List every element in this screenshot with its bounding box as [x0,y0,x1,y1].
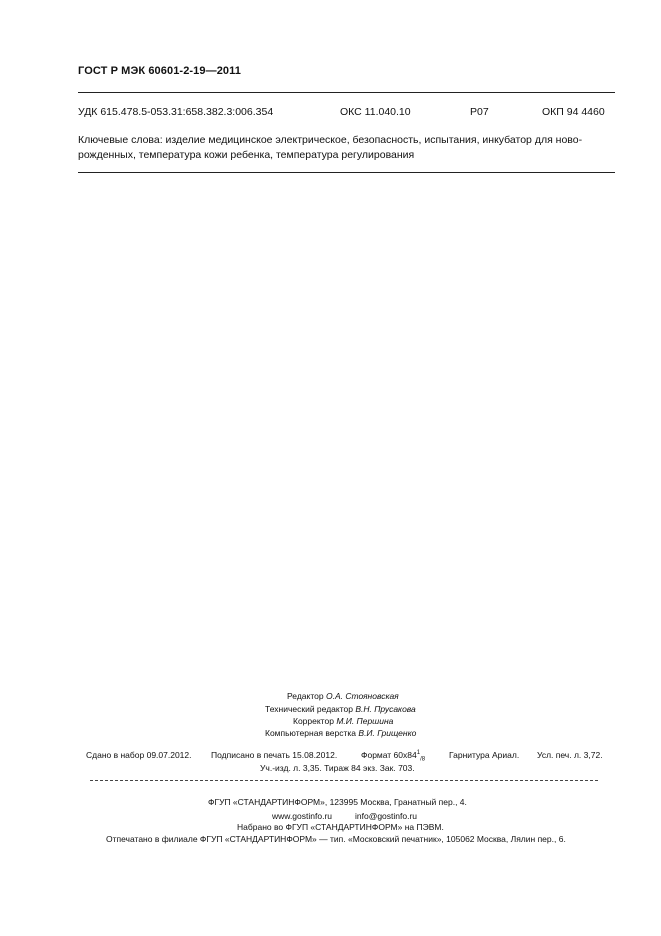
corrector-name: М.И. Першина [336,716,394,726]
printed-note: Отпечатано в филиале ФГУП «СТАНДАРТИНФОРМ» — тип. «Московский печатник», 105062 Москва, Лялин пер., 6. [106,834,566,844]
publisher-address: ФГУП «СТАНДАРТИНФОРМ», 123995 Москва, Гранатный пер., 4. [208,797,467,807]
oks-code: ОКС 11.040.10 [340,106,411,118]
publisher-email: info@gostinfo.ru [355,811,418,821]
credit-corrector [293,715,393,728]
keywords-line-2: рожденных, температура кожи ребенка, температура регулирования [78,149,415,161]
layout-name: В.И. Грищенко [358,728,417,738]
udk-code: УДК 615.478.5-053.31:658.382.3:006.354 [78,106,274,118]
editor-role: Редактор [287,691,324,701]
editor-name: О.А. Стояновская [325,691,399,701]
keywords-line-1: Ключевые слова: изделие медицинское электрическое, безопасность, испытания, инкубатор для ново- [78,134,583,146]
signed-date: Подписано в печать 15.08.2012. [211,750,338,760]
credit-layout [265,727,416,740]
print-sheets: Усл. печ. л. 3,72. [537,750,603,760]
typeset-note: Набрано во ФГУП «СТАНДАРТИНФОРМ» на ПЭВМ. [237,822,444,832]
typeface: Гарнитура Ариал. [449,750,520,760]
credit-editor [287,690,399,703]
publisher-website: www.gostinfo.ru [272,811,332,821]
tech-editor-name: В.Н. Прусакова [355,704,416,714]
keywords-bottom-rule [78,172,615,173]
corrector-role: Корректор [293,716,334,726]
credit-tech-editor [265,703,416,716]
group-code: Р07 [470,106,489,118]
dashed-divider [90,780,598,781]
top-rule [78,92,615,93]
tech-editor-role: Технический редактор [265,704,353,714]
okp-code: ОКП 94 4460 [542,106,605,118]
publishing-line-2: Уч.-изд. л. 3,35. Тираж 84 экз. Зак. 703. [260,763,415,773]
document-code: ГОСТ Р МЭК 60601-2-19—2011 [78,65,241,77]
keywords-block [78,133,615,163]
print-format: Формат $60x84^1_{/8}$ [361,750,426,763]
submitted-date: Сдано в набор 09.07.2012. [86,750,192,760]
layout-role: Компьютерная верстка [265,728,357,738]
